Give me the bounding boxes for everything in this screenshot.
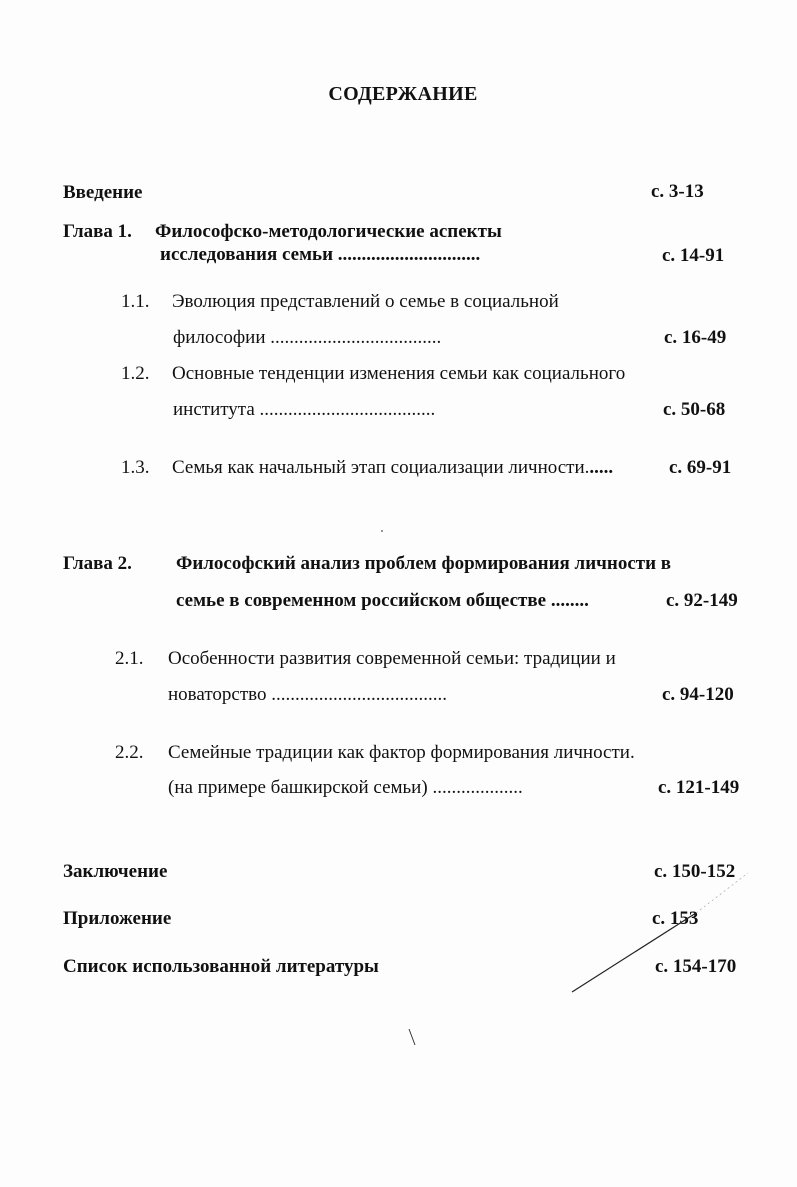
section-1-3-line1-text: Семья как начальный этап социализации личности. bbox=[172, 457, 590, 478]
section-2-1-num: 2.1. bbox=[115, 648, 144, 669]
section-1-1-line1: Эволюция представлений о семье в социальной bbox=[172, 291, 559, 312]
section-1-1-leader-dots: .................................... bbox=[270, 327, 442, 348]
pen-stroke-small bbox=[409, 1029, 415, 1045]
section-1-3-pages: с. 69-91 bbox=[669, 457, 732, 478]
intro-label: Введение bbox=[63, 182, 143, 203]
section-2-2-leader-dots: ................... bbox=[432, 777, 523, 798]
section-2-2-line1: Семейные традиции как фактор формирования личности. bbox=[168, 742, 635, 763]
chapter1-label: Глава 1. bbox=[63, 221, 132, 242]
section-1-2-line1: Основные тенденции изменения семьи как социального bbox=[172, 363, 626, 384]
section-1-1-num: 1.1. bbox=[121, 291, 150, 312]
section-2-1-leader-dots: ..................................... bbox=[271, 684, 447, 705]
chapter1-leader-dots: .............................. bbox=[337, 244, 481, 265]
conclusion-pages: с. 150-152 bbox=[654, 861, 736, 882]
pen-stroke-diagonal bbox=[572, 913, 696, 992]
appendix-pages: с. 153 bbox=[652, 908, 699, 929]
intro-pages: с. 3-13 bbox=[651, 181, 704, 202]
conclusion-label: Заключение bbox=[63, 861, 168, 882]
section-2-1-line2-text: новаторство bbox=[168, 684, 267, 705]
section-2-1-pages: с. 94-120 bbox=[662, 684, 734, 705]
section-1-1-pages: с. 16-49 bbox=[664, 327, 727, 348]
appendix-label: Приложение bbox=[63, 908, 172, 929]
chapter1-title-line1: Философско-методологические аспекты bbox=[155, 221, 502, 242]
section-1-2-num: 1.2. bbox=[121, 363, 150, 384]
chapter1-title-line2-text: исследования семьи bbox=[160, 244, 334, 265]
section-1-3-num: 1.3. bbox=[121, 457, 150, 478]
section-1-3-leader-dots: ..... bbox=[589, 457, 614, 478]
chapter2-title-line1: Философский анализ проблем формирования личности в bbox=[176, 553, 672, 574]
pen-stroke-faint bbox=[696, 873, 748, 913]
section-1-1-line2-text: философии bbox=[173, 327, 266, 348]
section-2-2-num: 2.2. bbox=[115, 742, 144, 763]
section-1-2-line2-text: института bbox=[173, 399, 255, 420]
page-title: СОДЕРЖАНИЕ bbox=[328, 83, 478, 105]
references-pages: с. 154-170 bbox=[655, 956, 737, 977]
chapter2-title-line2-text: семье в современном российском обществе bbox=[176, 590, 547, 611]
section-2-2-pages: с. 121-149 bbox=[658, 777, 740, 798]
section-1-2-leader-dots: ..................................... bbox=[259, 399, 436, 420]
section-2-2-line2-text: (на примере башкирской семьи) bbox=[168, 777, 428, 798]
chapter1-pages: с. 14-91 bbox=[662, 245, 725, 266]
scan-speck bbox=[381, 530, 383, 532]
chapter2-leader-dots: ........ bbox=[550, 590, 589, 611]
section-1-2-pages: с. 50-68 bbox=[663, 399, 726, 420]
references-label: Список использованной литературы bbox=[63, 956, 379, 977]
section-2-1-line1: Особенности развития современной семьи: традиции и bbox=[168, 648, 616, 669]
chapter2-label: Глава 2. bbox=[63, 553, 132, 574]
chapter2-pages: с. 92-149 bbox=[666, 590, 738, 611]
